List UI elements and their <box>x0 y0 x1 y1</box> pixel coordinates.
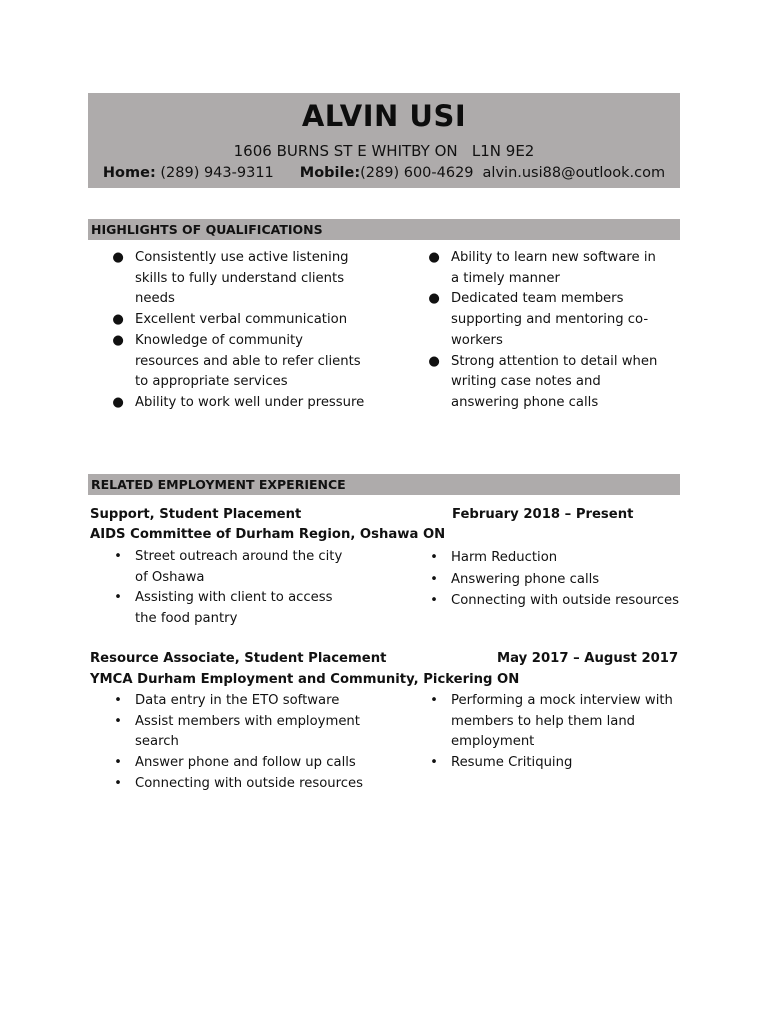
qualifications-heading-bar <box>88 219 680 240</box>
candidate-name: ALVIN USI <box>301 99 467 133</box>
list-item: ● Excellent verbal communication <box>88 310 388 331</box>
list-item: ● Consistently use active listening skills to fully understand clients needs <box>112 250 349 307</box>
job-organization: YMCA Durham Employment and Community, Pickering ON <box>90 672 520 687</box>
bullet-icon: • <box>430 571 438 587</box>
bullet-icon: • <box>430 593 438 608</box>
bullet-icon: ● <box>428 291 440 307</box>
qualifications-left-list <box>88 248 388 414</box>
qualifications-right-list <box>404 248 680 414</box>
list-item: ● Knowledge of community resources and able to refer clients to appropriate services <box>112 332 361 390</box>
job-organization: AIDS Committee of Durham Region, Oshawa ON <box>90 527 446 542</box>
list-item: ● Ability to work well under pressure <box>88 393 388 414</box>
employment-heading-bar <box>88 474 680 495</box>
bullet-icon: ● <box>428 353 440 369</box>
bullet-icon: • <box>114 549 122 564</box>
bullet-icon: ● <box>428 250 440 265</box>
candidate-address: 1606 BURNS ST E WHITBY ON L1N 9E2 <box>233 142 535 160</box>
job-duties-right <box>404 691 680 774</box>
home-phone: (289) 943-9311 <box>155 165 274 181</box>
job-title: Support, Student Placement <box>90 507 302 522</box>
employment-heading: RELATED EMPLOYMENT EXPERIENCE <box>91 477 346 492</box>
list-item: • Harm Reduction <box>404 547 680 569</box>
email-address: alvin.usi88@outlook.com <box>482 165 666 181</box>
qualifications-heading: HIGHLIGHTS OF QUALIFICATIONS <box>91 222 323 237</box>
list-item: • Answering phone calls <box>404 569 680 591</box>
bullet-icon: ● <box>112 250 124 265</box>
job-dates: February 2018 – Present <box>452 507 634 522</box>
list-item: • Data entry in the ETO software <box>88 691 388 712</box>
list-item: • Assist members with employment search <box>88 712 388 753</box>
home-label: Home: <box>102 165 156 181</box>
list-item: • Performing a mock interview with members to help them land employment <box>404 691 680 753</box>
bullet-icon: • <box>114 775 122 791</box>
bullet-icon: • <box>430 550 438 565</box>
list-item: • Assisting with client to access the food pantry <box>88 588 388 629</box>
job-title: Resource Associate, Student Placement <box>90 651 387 666</box>
job-duties-left <box>88 691 388 795</box>
list-item: • Street outreach around the city of Oshawa <box>88 547 388 588</box>
bullet-icon: ● <box>112 312 124 328</box>
bullet-icon: ● <box>112 332 124 348</box>
list-item: • Connecting with outside resources <box>88 774 388 795</box>
mobile-phone: (289) 600-4629 <box>360 165 474 181</box>
contact-line <box>88 165 680 181</box>
bullet-icon: • <box>430 693 438 708</box>
list-item: ● Dedicated team members supporting and mentoring co-workers <box>428 291 649 348</box>
resume-header <box>88 93 680 188</box>
list-item: • Connecting with outside resources <box>404 590 680 612</box>
bullet-icon: • <box>114 590 122 606</box>
bullet-icon: • <box>430 755 438 771</box>
job-duties-right <box>404 547 680 612</box>
bullet-icon: • <box>114 755 122 771</box>
bullet-icon: • <box>114 713 122 729</box>
bullet-icon: ● <box>112 394 124 410</box>
job-duties-left <box>88 547 388 630</box>
list-item: • Answer phone and follow up calls <box>88 753 388 774</box>
list-item: ● Ability to learn new software in a timely manner <box>428 250 656 286</box>
job-dates: May 2017 – August 2017 <box>497 651 679 666</box>
bullet-icon: • <box>114 693 122 708</box>
list-item: • Resume Critiquing <box>404 753 680 774</box>
list-item: ● Strong attention to detail when writing case notes and answering phone calls <box>428 353 658 410</box>
mobile-label: Mobile: <box>299 165 361 181</box>
